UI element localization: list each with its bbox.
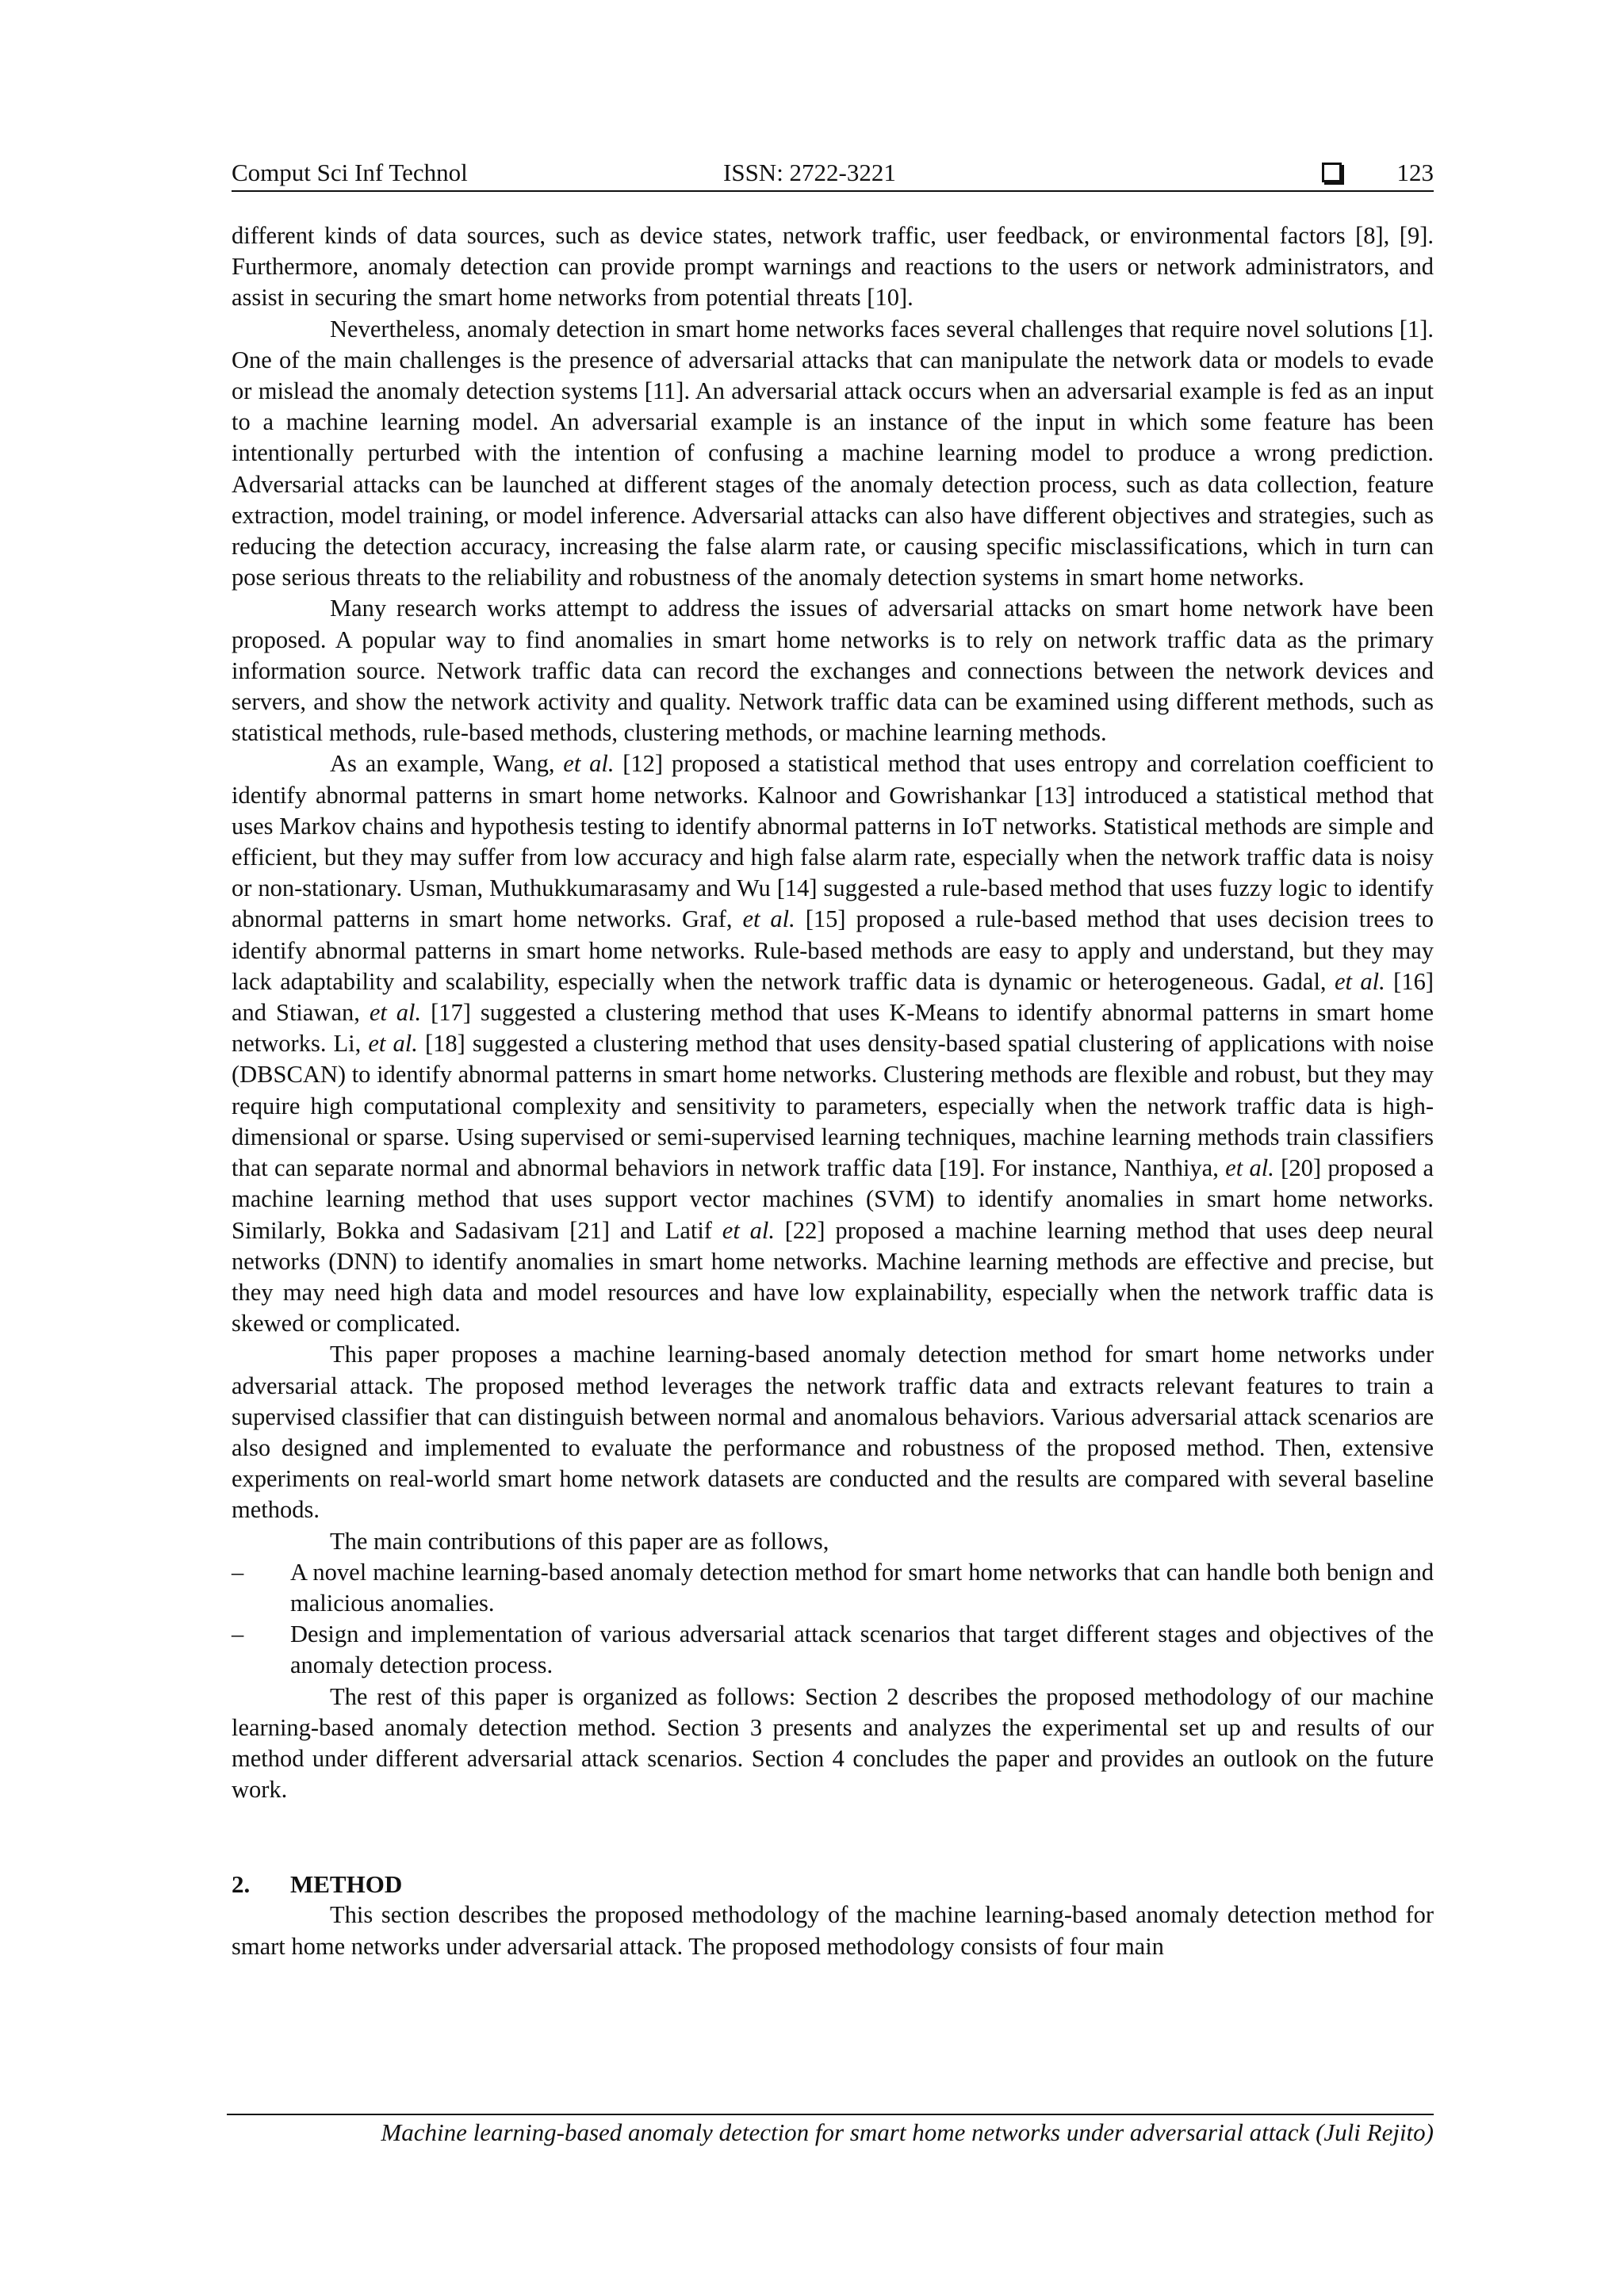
italic-citation: et al.	[1334, 967, 1385, 995]
body-paragraph	[232, 314, 1434, 594]
text-segment: [12] proposed a statistical method that uses entropy and correlation coefficient to identify abnormal patterns in smart home networks. Kalnoor and Gowrishankar [13] introduced a statistical method that uses Markov chains and hypothesis testing to identify abnormal patterns in IoT networks. Statistical methods are simple and efficient, but they may suffer from low accuracy and high false alarm rate, especially when the network traffic data is noisy or non-stationary. Usman, Muthukkumarasamy and Wu [14] suggested a rule-based method that uses fuzzy logic to identify abnormal patterns in smart home networks. Graf,	[232, 750, 1434, 933]
body-paragraph	[232, 220, 1434, 314]
issn: ISSN: 2722-3221	[723, 159, 896, 186]
italic-citation: et al.	[368, 1030, 418, 1058]
page-header	[232, 157, 1434, 189]
section-intro: This section describes the proposed methodology of the machine learning-based anomaly detection method for smart home networks under adversarial attack. The proposed methodology consists of four main	[232, 1901, 1434, 1960]
text-segment: Nevertheless, anomaly detection in smart home networks faces several challenges that require novel solutions [1]. One of the main challenges is the presence of adversarial attacks that can manipulate the network data or models to evade or mislead the anomaly detection systems [11]. An adversarial attack occurs when an adversarial example is fed as an input to a machine learning model. An adversarial example is an instance of the input in which some feature has been intentionally perturbed with the intention of confusing a machine learning model to produce a wrong prediction. Adversarial attacks can be launched at different stages of the anomaly detection process, such as data collection, feature extraction, model training, or model inference. Adversarial attacks can also have different objectives and strategies, such as reducing the detection accuracy, increasing the false alarm rate, or causing specific misclassifications, which in turn can pose serious threats to the reliability and robustness of the anomaly detection systems in smart home networks.	[232, 315, 1434, 591]
text-segment: [22] proposed a machine learning method that uses deep neural networks (DNN) to identify anomalies in smart home networks. Machine learning methods are effective and precise, but they may need high data and model resources and have low explainability, especially when the network traffic data is skewed or complicated.	[232, 1216, 1434, 1337]
text-segment: [20] proposed a machine learning method that uses support vector machines (SVM) to identify anomalies in smart home networks. Similarly, Bokka and Sadasivam [21] and Latif	[232, 1154, 1434, 1244]
text-segment: As an example, Wang,	[330, 750, 564, 778]
text-segment: [17] suggested a clustering method that uses K-Means to identify abnormal patterns in smart home networks. Li,	[232, 999, 1434, 1058]
page-number: 123	[1396, 159, 1434, 186]
italic-citation: et al.	[369, 999, 422, 1027]
section-title: METHOD	[290, 1870, 403, 1899]
body-paragraph	[232, 1339, 1434, 1525]
section-number: 2.	[232, 1870, 251, 1899]
text-segment: [18] suggested a clustering method that uses density-based spatial clustering of applications with noise (DBSCAN) to identify abnormal patterns in smart home networks. Clustering methods are flexible and robust, but they may require high computational complexity and sensitivity to parameters, especially when the network traffic data is high-dimensional or sparse. Using supervised or semi-supervised learning techniques, machine learning methods train classifiers that can separate normal and abnormal behaviors in network traffic data [19]. For instance, Nanthiya,	[232, 1030, 1434, 1182]
section-heading	[232, 1869, 1434, 1900]
list-item	[232, 1619, 1434, 1681]
journal-name: Comput Sci Inf Technol	[232, 159, 468, 186]
italic-citation: et al.	[563, 750, 615, 778]
list-dash: –	[232, 1621, 244, 1648]
list-item-text: Design and implementation of various adversarial attack scenarios that target different stages and objectives of the anomaly detection process.	[290, 1621, 1434, 1679]
list-item	[232, 1557, 1434, 1619]
text-segment: The main contributions of this paper are as follows,	[330, 1527, 829, 1555]
list-dash: –	[232, 1558, 244, 1586]
contribution-list	[232, 1557, 1434, 1682]
text-segment: Many research works attempt to address the issues of adversarial attacks on smart home network have been proposed. A popular way to find anomalies in smart home networks is to rely on network traffic data as the primary information source. Network traffic data can record the exchanges and connections between the network devices and servers, and show the network activity and quality. Network traffic data can be examined using different methods, such as statistical methods, rule-based methods, clustering methods, or machine learning methods.	[232, 595, 1434, 747]
body-paragraph	[232, 1526, 1434, 1557]
running-title: Machine learning-based anomaly detection for smart home networks under adversarial attack (Juli Rejito)	[381, 2118, 1434, 2146]
text-segment: different kinds of data sources, such as device states, network traffic, user feedback, or environmental factors [8], [9]. Furthermore, anomaly detection can provide prompt warnings and reactions to the users or network administrators, and assist in securing the smart home networks from potential threats [10].	[232, 222, 1434, 312]
body-paragraph	[232, 593, 1434, 748]
checkbox-icon	[1322, 163, 1342, 182]
body-text	[232, 220, 1434, 1962]
header-rule	[232, 190, 1434, 192]
italic-citation: et al.	[742, 905, 795, 933]
text-segment: This paper proposes a machine learning-based anomaly detection method for smart home networks under adversarial attack. The proposed method leverages the network traffic data and extracts relevant features to train a supervised classifier that can distinguish between normal and anomalous behaviors. Various adversarial attack scenarios are also designed and implemented to evaluate the performance and robustness of the proposed method. Then, extensive experiments on real-world smart home network datasets are conducted and the results are compared with several baseline methods.	[232, 1341, 1434, 1524]
footer-rule	[227, 2114, 1434, 2115]
italic-citation: et al.	[722, 1216, 775, 1244]
closing-paragraph: The rest of this paper is organized as follows: Section 2 describes the proposed methodology of our machine learning-based anomaly detection method. Section 3 presents and analyzes the experimental set up and results of our method under different adversarial attack scenarios. Section 4 concludes the paper and provides an outlook on the future work.	[232, 1682, 1434, 1804]
body-paragraph	[232, 748, 1434, 1339]
italic-citation: et al.	[1225, 1154, 1274, 1182]
paragraph-list	[232, 220, 1434, 1557]
text-segment: [16] and Stiawan,	[232, 967, 1434, 1027]
text-segment: [15] proposed a rule-based method that uses decision trees to identify abnormal patterns in smart home networks. Rule-based methods are easy to apply and understand, but they may lack adaptability and scalability, especially when the network traffic data is dynamic or heterogeneous. Gadal,	[232, 905, 1434, 995]
list-item-text: A novel machine learning-based anomaly detection method for smart home networks that can handle both benign and malicious anomalies.	[290, 1558, 1434, 1617]
